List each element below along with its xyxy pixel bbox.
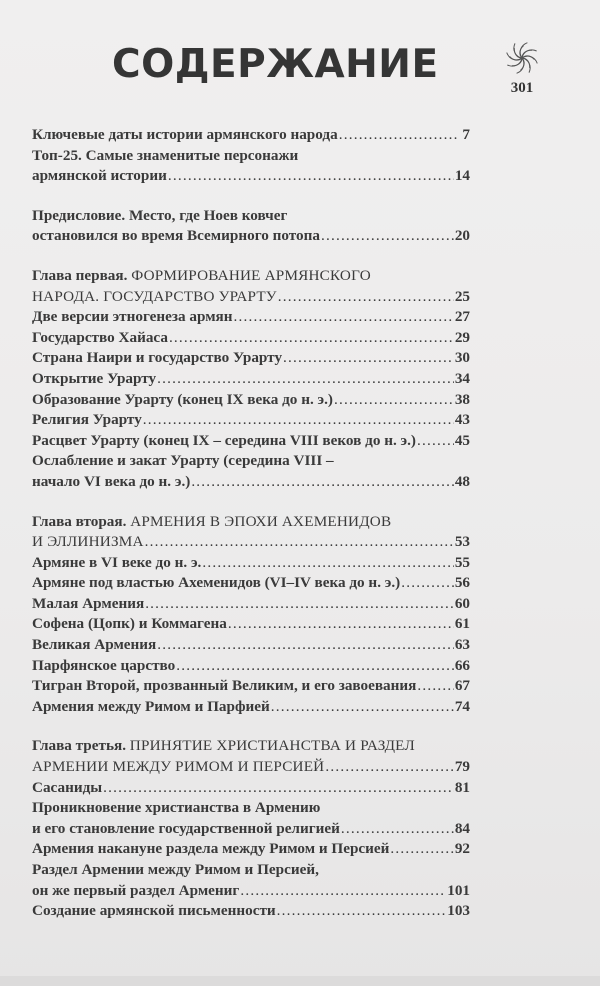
entry-line bbox=[32, 266, 470, 287]
toc-entry[interactable] bbox=[32, 614, 470, 635]
chapter-title: ПРИНЯТИЕ ХРИСТИАНСТВА И РАЗДЕЛ bbox=[129, 737, 415, 755]
chapter-label: Глава первая. bbox=[32, 266, 128, 284]
entry-line bbox=[32, 125, 470, 146]
toc-entry[interactable] bbox=[32, 656, 470, 677]
toc-entry[interactable] bbox=[32, 573, 470, 594]
entry-title: Страна Наири и государство Урарту bbox=[32, 349, 283, 367]
toc-section bbox=[32, 206, 470, 247]
entry-title: Софена (Цопк) и Коммагена bbox=[32, 615, 227, 633]
entry-line bbox=[32, 532, 470, 553]
entry-line bbox=[32, 656, 470, 677]
entry-title: Образование Урарту (конец IX века до н. э.) bbox=[32, 390, 333, 408]
entry-line bbox=[32, 472, 470, 493]
dot-leader bbox=[103, 778, 454, 799]
page-reference: 43 bbox=[454, 411, 470, 429]
toc-entry[interactable] bbox=[32, 410, 470, 431]
page-reference: 67 bbox=[454, 677, 470, 695]
toc-entry[interactable] bbox=[32, 348, 470, 369]
dot-leader bbox=[339, 125, 459, 146]
dot-leader bbox=[417, 676, 453, 697]
dot-leader bbox=[157, 635, 454, 656]
dot-leader bbox=[240, 881, 446, 902]
toc-entry[interactable] bbox=[32, 676, 470, 697]
toc-entry[interactable] bbox=[32, 390, 470, 411]
entry-line bbox=[32, 757, 470, 778]
page-reference: 27 bbox=[454, 308, 470, 326]
entry-title: остановился во время Всемирного потопа bbox=[32, 227, 320, 245]
dot-leader bbox=[321, 226, 454, 247]
dot-leader bbox=[401, 573, 454, 594]
entry-line bbox=[32, 512, 470, 533]
toc-entry[interactable] bbox=[32, 369, 470, 390]
page-reference: 61 bbox=[454, 615, 470, 633]
dot-leader bbox=[168, 166, 454, 187]
toc-entry[interactable] bbox=[32, 839, 470, 860]
page-reference: 79 bbox=[454, 758, 470, 776]
dot-leader bbox=[145, 532, 454, 553]
page-reference: 45 bbox=[454, 431, 470, 449]
entry-line bbox=[32, 697, 470, 718]
page-title: СОДЕРЖАНИЕ bbox=[112, 42, 439, 87]
toc-entry[interactable] bbox=[32, 451, 470, 492]
entry-title: Армения накануне раздела между Римом и Персией bbox=[32, 840, 390, 858]
entry-title: Предисловие. Место, где Ноев ковчег bbox=[32, 206, 288, 224]
dot-leader bbox=[271, 697, 454, 718]
chapter-entry[interactable] bbox=[32, 266, 470, 307]
entry-title: Великая Армения bbox=[32, 636, 157, 654]
entry-line bbox=[32, 328, 470, 349]
page-reference: 34 bbox=[454, 369, 470, 387]
entry-line bbox=[32, 410, 470, 431]
entry-title: Ключевые даты истории армянского народа bbox=[32, 126, 338, 143]
dot-leader bbox=[390, 839, 453, 860]
entry-title: Малая Армения bbox=[32, 594, 145, 612]
entry-title: он же первый раздел Армениг bbox=[32, 881, 240, 899]
entry-line bbox=[32, 819, 470, 840]
toc-entry[interactable] bbox=[32, 635, 470, 656]
page-reference: 81 bbox=[454, 778, 470, 796]
chapter-label: Глава вторая. bbox=[32, 512, 127, 530]
chapter-title: И ЭЛЛИНИЗМА bbox=[32, 533, 144, 551]
page-reference: 92 bbox=[454, 840, 470, 858]
entry-line bbox=[32, 451, 470, 472]
toc-entry[interactable] bbox=[32, 901, 470, 922]
entry-title: Ослабление и закат Урарту (середина VIII – bbox=[32, 452, 334, 470]
entry-title: Две версии этногенеза армян bbox=[32, 308, 233, 326]
entry-line bbox=[32, 553, 470, 574]
entry-title: Армения между Римом и Парфией bbox=[32, 697, 270, 715]
page-reference: 7 bbox=[462, 126, 470, 143]
page-reference: 53 bbox=[454, 533, 470, 551]
chapter-title: ФОРМИРОВАНИЕ АРМЯНСКОГО bbox=[131, 266, 371, 284]
entry-line bbox=[32, 614, 470, 635]
toc-entry[interactable] bbox=[32, 778, 470, 799]
toc-entry[interactable] bbox=[32, 697, 470, 718]
page-number: 301 bbox=[510, 80, 534, 96]
chapter-title: АРМЕНИЯ В ЭПОХИ АХЕМЕНИДОВ bbox=[130, 512, 392, 530]
page-reference: 25 bbox=[454, 287, 470, 305]
dot-leader bbox=[157, 369, 454, 390]
entry-line bbox=[32, 839, 470, 860]
entry-line bbox=[32, 431, 470, 452]
page-reference: 20 bbox=[454, 227, 470, 245]
toc-section bbox=[32, 266, 470, 493]
entry-line bbox=[32, 901, 470, 922]
page-reference: 55 bbox=[454, 553, 470, 571]
page-edge bbox=[0, 976, 600, 986]
page-reference: 101 bbox=[447, 881, 470, 899]
page-reference: 66 bbox=[454, 656, 470, 674]
dot-leader bbox=[169, 328, 454, 349]
page-reference: 84 bbox=[454, 819, 470, 837]
dot-leader bbox=[202, 553, 453, 574]
toc-entry[interactable] bbox=[32, 594, 470, 615]
toc-entry[interactable] bbox=[32, 553, 470, 574]
toc-entry[interactable] bbox=[32, 206, 470, 247]
page-reference: 48 bbox=[454, 472, 470, 490]
page-reference: 103 bbox=[447, 902, 470, 920]
dot-leader bbox=[145, 594, 454, 615]
entry-line bbox=[32, 594, 470, 615]
page-reference: 63 bbox=[454, 636, 470, 654]
chapter-entry[interactable] bbox=[32, 512, 470, 553]
toc-entry[interactable] bbox=[32, 860, 470, 901]
toc-entry[interactable] bbox=[32, 431, 470, 452]
toc-section bbox=[32, 125, 470, 187]
dot-leader bbox=[277, 901, 447, 922]
entry-line bbox=[32, 348, 470, 369]
entry-title: Сасаниды bbox=[32, 778, 103, 796]
entry-line bbox=[32, 206, 470, 227]
entry-line bbox=[32, 307, 470, 328]
entry-line bbox=[32, 860, 470, 881]
chapter-entry[interactable] bbox=[32, 736, 470, 777]
entry-line bbox=[32, 146, 470, 167]
entry-title: и его становление государственной религией bbox=[32, 819, 340, 837]
entry-line bbox=[32, 390, 470, 411]
entry-title: Топ-25. Самые знаменитые персонажи bbox=[32, 146, 299, 164]
entry-line bbox=[32, 635, 470, 656]
entry-title: начало VI века до н. э.) bbox=[32, 472, 191, 490]
page-reference: 74 bbox=[454, 697, 470, 715]
toc-section bbox=[32, 512, 470, 718]
toc-section bbox=[32, 736, 470, 921]
entry-title: Проникновение христианства в Армению bbox=[32, 799, 321, 817]
page-reference: 30 bbox=[454, 349, 470, 367]
entry-line bbox=[32, 798, 470, 819]
armenian-eternity-sign-icon bbox=[504, 40, 540, 76]
toc-entry[interactable] bbox=[32, 307, 470, 328]
entry-line bbox=[32, 226, 470, 247]
entry-line bbox=[32, 573, 470, 594]
page-reference: 14 bbox=[454, 167, 470, 185]
dot-leader bbox=[191, 472, 454, 493]
chapter-title: АРМЕНИИ МЕЖДУ РИМОМ И ПЕРСИЕЙ bbox=[32, 758, 325, 776]
entry-title: Открытие Урарту bbox=[32, 369, 157, 387]
entry-line bbox=[32, 287, 470, 308]
entry-title: Армяне в VI веке до н. э. bbox=[32, 553, 202, 571]
entry-line bbox=[32, 881, 470, 902]
entry-title: Религия Урарту bbox=[32, 411, 142, 429]
entry-title: Раздел Армении между Римом и Персией, bbox=[32, 861, 319, 878]
dot-leader bbox=[176, 656, 454, 677]
dot-leader bbox=[143, 410, 454, 431]
page-reference: 29 bbox=[454, 328, 470, 346]
page-reference: 38 bbox=[454, 390, 470, 408]
chapter-title: НАРОДА. ГОСУДАРСТВО УРАРТУ bbox=[32, 287, 277, 305]
dot-leader bbox=[278, 287, 454, 308]
dot-leader bbox=[234, 307, 454, 328]
dot-leader bbox=[334, 390, 454, 411]
entry-title: Создание армянской письменности bbox=[32, 902, 276, 920]
entry-title: Армяне под властью Ахеменидов (VI–IV века до н. э.) bbox=[32, 574, 401, 592]
toc-entry[interactable] bbox=[32, 328, 470, 349]
entry-line bbox=[32, 778, 470, 799]
page-reference: 60 bbox=[454, 594, 470, 612]
dot-leader bbox=[325, 757, 453, 778]
entry-title: Парфянское царство bbox=[32, 656, 176, 674]
entry-line bbox=[32, 369, 470, 390]
page-reference: 56 bbox=[454, 574, 470, 592]
table-of-contents bbox=[32, 125, 470, 941]
dot-leader bbox=[417, 431, 454, 452]
entry-line bbox=[32, 166, 470, 187]
entry-title: Расцвет Урарту (конец IX – середина VIII веков до н. э.) bbox=[32, 431, 416, 449]
dot-leader bbox=[341, 819, 454, 840]
toc-entry[interactable] bbox=[32, 146, 470, 187]
entry-title: Тигран Второй, прозванный Великим, и его завоевания bbox=[32, 677, 417, 695]
entry-line bbox=[32, 736, 470, 757]
entry-line bbox=[32, 676, 470, 697]
chapter-label: Глава третья. bbox=[32, 737, 126, 755]
dot-leader bbox=[283, 348, 454, 369]
entry-title: Государство Хайаса bbox=[32, 328, 168, 346]
entry-title: армянской истории bbox=[32, 167, 167, 185]
toc-entry[interactable] bbox=[32, 798, 470, 839]
dot-leader bbox=[228, 614, 454, 635]
toc-entry[interactable] bbox=[32, 125, 470, 146]
